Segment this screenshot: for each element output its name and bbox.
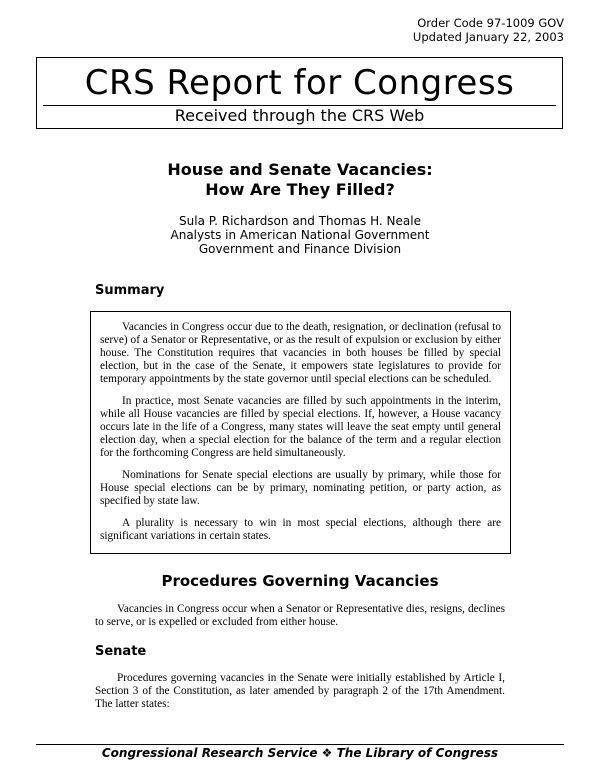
summary-box [90, 311, 511, 554]
procedures-paragraph: Vacancies in Congress occur when a Senator or Representative dies, resigns, declines to serve, or is expelled or excluded from either house. [95, 603, 505, 628]
summary-paragraph: In practice, most Senate vacancies are filled by such appointments in the interim, while all House vacancies are filled by special elections. If, however, a House vacancy occurs late in the life of a Congress, many states will leave the seat empty until general election day, when a special election for the balance of the term and a regular election for the forthcoming Congress are held simultaneously. [100, 395, 501, 459]
procedures-heading: Procedures Governing Vacancies [161, 572, 439, 590]
senate-heading: Senate [95, 644, 147, 659]
summary-heading: Summary [95, 283, 165, 298]
senate-paragraph: Procedures governing vacancies in the Senate were initially established by Article I, Section 3 of the Constitution, as later amended by paragraph 2 of the 17th Amendment. The latter states: [95, 672, 505, 710]
authors-block [0, 214, 600, 256]
document-title-line1: House and Senate Vacancies: [167, 160, 433, 179]
order-info [413, 16, 564, 44]
order-code: Order Code 97-1009 GOV [417, 16, 564, 30]
report-banner [36, 57, 563, 129]
summary-paragraph: A plurality is necessary to win in most special elections, although there are significant variations in certain states. [100, 517, 501, 542]
banner-title: CRS Report for Congress [84, 63, 515, 103]
summary-paragraph: Vacancies in Congress occur due to the death, resignation, or declination (refusal to serve) of a Senator or Representative, or as the result of expulsion or exclusion by either house. The Constitution requires that vacancies in both houses be filled by special election, but in the case of the Senate, it empowers state legislatures to provide for temporary appointments by the state governor until special elections can be scheduled. [100, 321, 501, 385]
footer-text: Congressional Research Service ❖ The Library of Congress [101, 746, 499, 760]
summary-paragraph: Nominations for Senate special elections are usually by primary, while those for House special elections can be by primary, nominating petition, or party action, as specified by state law. [100, 469, 501, 507]
footer-rule [36, 744, 564, 745]
banner-subtitle: Received through the CRS Web [174, 106, 425, 125]
author-role: Analysts in American National Government [170, 228, 430, 242]
author-division: Government and Finance Division [198, 242, 402, 256]
updated-date: Updated January 22, 2003 [412, 30, 564, 44]
document-title [0, 160, 600, 200]
document-title-line2: How Are They Filled? [205, 180, 395, 199]
author-names: Sula P. Richardson and Thomas H. Neale [179, 214, 421, 228]
